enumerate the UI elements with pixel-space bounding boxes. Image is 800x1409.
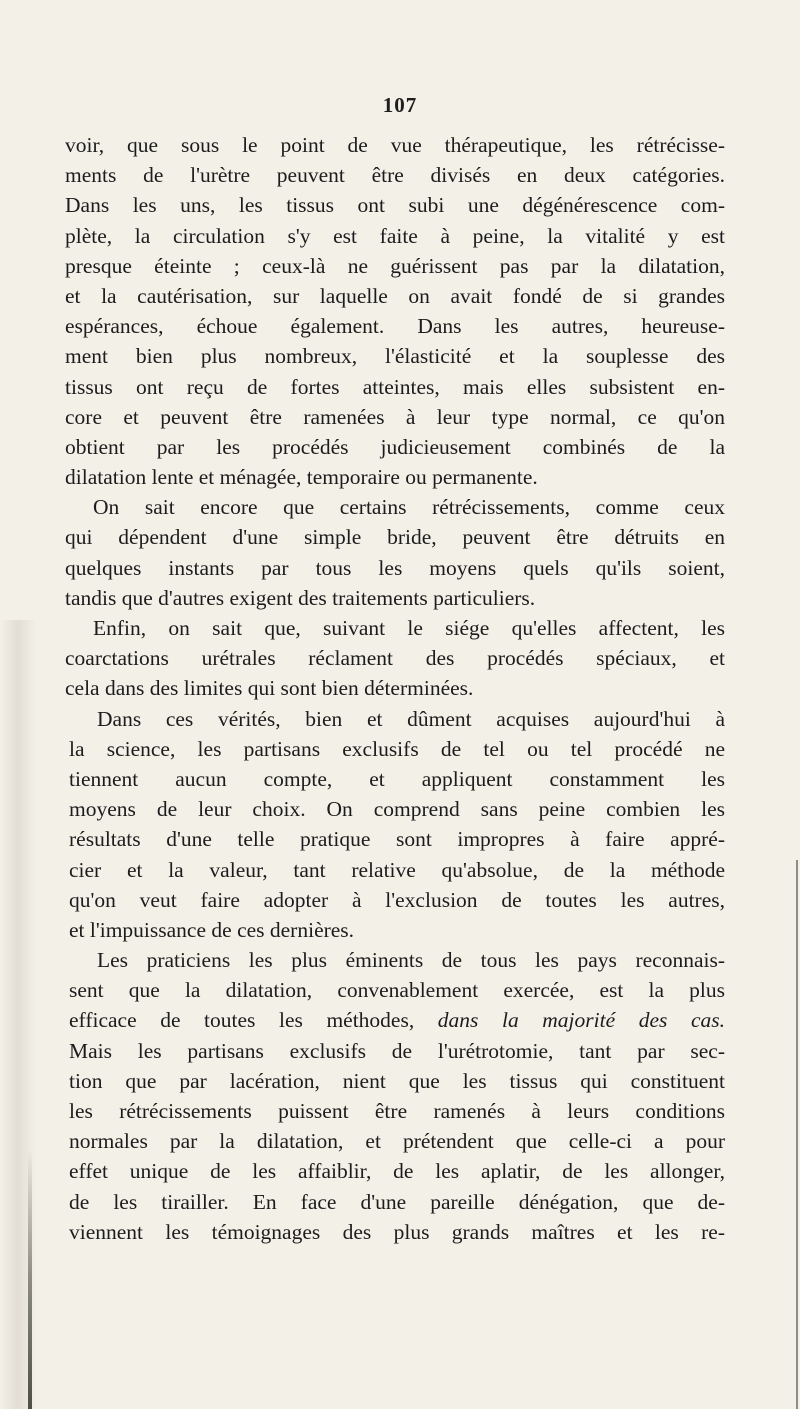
text-line: plète, la circulation s'y est faite à peine, la vitalité y est	[65, 223, 725, 248]
text-line: et l'impuissance de ces dernières.	[69, 917, 355, 942]
text-line: cier et la valeur, tant relative qu'absolue, de la méthode	[69, 857, 725, 882]
body-text	[65, 130, 725, 1247]
text-line: tissus ont reçu de fortes atteintes, mais elles subsistent en-	[65, 374, 725, 399]
paragraph-start: Les praticiens les plus éminents de tous les pays reconnais-	[97, 948, 725, 973]
text-span: efficace de toutes les méthodes,	[69, 1008, 438, 1033]
text-line: ment bien plus nombreux, l'élasticité et la souplesse des	[65, 344, 725, 369]
binding-edge	[28, 1150, 32, 1409]
text-line: dilatation lente et ménagée, temporaire ou permanente.	[65, 465, 538, 490]
text-line: sent que la dilatation, convenablement exercée, est la plus	[69, 978, 725, 1003]
text-line: presque éteinte ; ceux-là ne guérissent pas par la dilatation,	[65, 253, 725, 278]
text-line: espérances, échoue également. Dans les autres, heureuse-	[65, 314, 725, 339]
text-line: tiennent aucun compte, et appliquent constamment les	[69, 766, 725, 791]
text-line: ments de l'urètre peuvent être divisés en deux catégories.	[65, 163, 725, 188]
paragraph-start: On sait encore que certains rétrécissements, comme ceux	[93, 495, 725, 520]
text-line: moyens de leur choix. On comprend sans peine combien les	[69, 797, 725, 822]
page-number: 107	[382, 93, 418, 117]
text-line: de les tirailler. En face d'une pareille dénégation, que de-	[69, 1189, 725, 1214]
paragraph-start: Enfin, on sait que, suivant le siége qu'elles affectent, les	[93, 616, 725, 640]
text-line: viennent les témoignages des plus grands maîtres et les re-	[69, 1219, 725, 1244]
text-line: coarctations urétrales réclament des procédés spéciaux, et	[65, 646, 725, 671]
text-line: les rétrécissements puissent être ramenés à leurs conditions	[69, 1099, 725, 1123]
text-line: voir, que sous le point de vue thérapeutique, les rétrécisse-	[65, 133, 725, 157]
text-line: tion que par lacération, nient que les tissus qui constituent	[69, 1068, 725, 1093]
text-line: tandis que d'autres exigent des traitements particuliers.	[65, 585, 536, 610]
text-line: cela dans des limites qui sont bien déterminées.	[65, 676, 474, 701]
text-line: la science, les partisans exclusifs de tel ou tel procédé ne	[69, 736, 725, 761]
paragraph-start: Dans ces vérités, bien et dûment acquises aujourd'hui à	[97, 706, 725, 731]
text-line: qui dépendent d'une simple bride, peuvent être détruits en	[65, 525, 725, 550]
text-line: résultats d'une telle pratique sont impropres à faire appré-	[69, 827, 725, 852]
text-line: core et peuvent être ramenées à leur type normal, ce qu'on	[65, 404, 725, 429]
page-edge	[796, 860, 798, 1409]
text-line: quelques instants par tous les moyens quels qu'ils soient,	[65, 555, 725, 580]
text-line: effet unique de les affaiblir, de les aplatir, de les allonger,	[69, 1159, 725, 1184]
text-line: et la cautérisation, sur laquelle on avait fondé de si grandes	[65, 283, 725, 308]
text-line: normales par la dilatation, et prétendent que celle-ci a pour	[69, 1129, 725, 1154]
italic-phrase: dans la majorité des cas.	[437, 1008, 725, 1033]
text-line: obtient par les procédés judicieusement combinés de la	[65, 434, 725, 459]
text-line: Mais les partisans exclusifs de l'urétrotomie, tant par sec-	[69, 1038, 725, 1063]
text-line-with-italic	[65, 1005, 725, 1035]
text-line: qu'on veut faire adopter à l'exclusion de toutes les autres,	[69, 887, 725, 912]
text-line: Dans les uns, les tissus ont subi une dégénérescence com-	[65, 193, 725, 218]
